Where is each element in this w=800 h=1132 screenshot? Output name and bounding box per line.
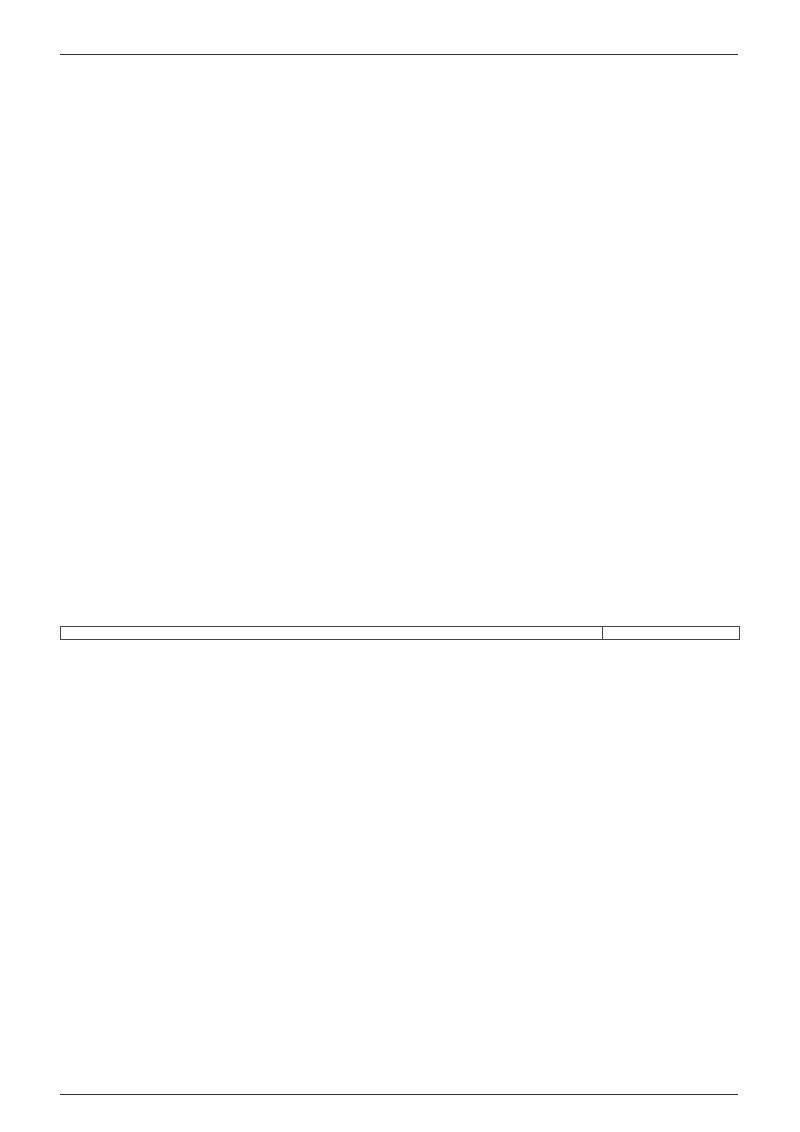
header-divider [60, 54, 738, 55]
footer-divider [60, 1094, 738, 1095]
mortar-consistency-table [60, 626, 740, 640]
table-header-row [61, 627, 740, 640]
table-header-cell [603, 627, 740, 640]
table-header-cell [61, 627, 603, 640]
